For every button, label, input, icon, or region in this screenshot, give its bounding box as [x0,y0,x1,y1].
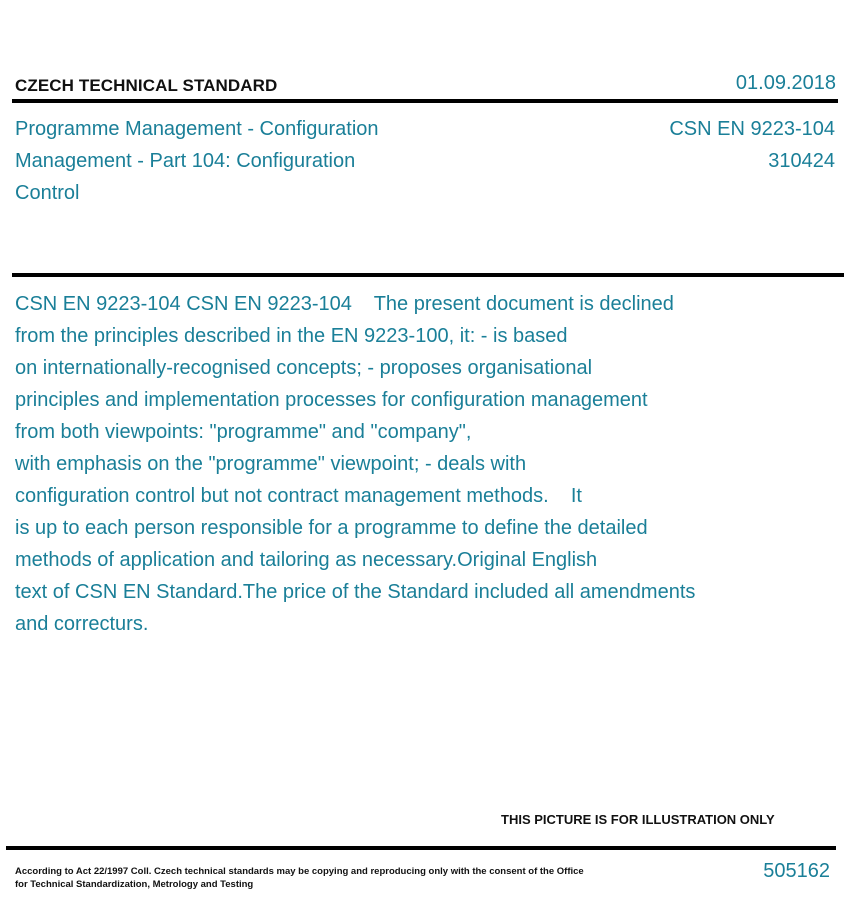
description-line: from the principles described in the EN 9223-100, it: - is based [15,325,568,347]
title-divider [12,273,844,277]
description-line: on internationally-recognised concepts; - proposes organisational [15,357,593,379]
description-line: methods of application and tailoring as necessary.Original English [15,549,598,571]
title-line: Programme Management - Configuration [15,118,379,140]
standard-identifiers [669,113,835,177]
classification-number: 310424 [768,150,835,172]
description-line: CSN EN 9223-104 CSN EN 9223-104 The present document is declined [15,293,674,315]
document-number: 505162 [763,860,830,882]
description-line: is up to each person responsible for a programme to define the detailed [15,517,648,539]
title-line: Management - Part 104: Configuration [15,150,356,172]
description-line: and correcturs. [15,613,149,635]
description-line: with emphasis on the "programme" viewpoint; - deals with [15,453,527,475]
description-line: configuration control but not contract management methods. It [15,485,582,507]
document-category-label: CZECH TECHNICAL STANDARD [15,76,278,95]
standard-title [15,113,435,209]
description-line: principles and implementation processes for configuration management [15,389,648,411]
standard-code: CSN EN 9223-104 [669,118,835,140]
title-line: Control [15,182,80,204]
footer-divider [6,846,836,850]
legal-line: According to Act 22/1997 Coll. Czech technical standards may be copying and reproducing only with the consent of the Office [15,866,584,877]
illustration-disclaimer: THIS PICTURE IS FOR ILLUSTRATION ONLY [501,812,775,827]
standard-description [15,288,775,640]
header-divider [12,99,838,103]
legal-notice [15,865,584,891]
description-line: from both viewpoints: "programme" and "company", [15,421,472,443]
publication-date: 01.09.2018 [735,72,836,94]
description-line: text of CSN EN Standard.The price of the Standard included all amendments [15,581,696,603]
legal-line: for Technical Standardization, Metrology and Testing [15,879,254,890]
